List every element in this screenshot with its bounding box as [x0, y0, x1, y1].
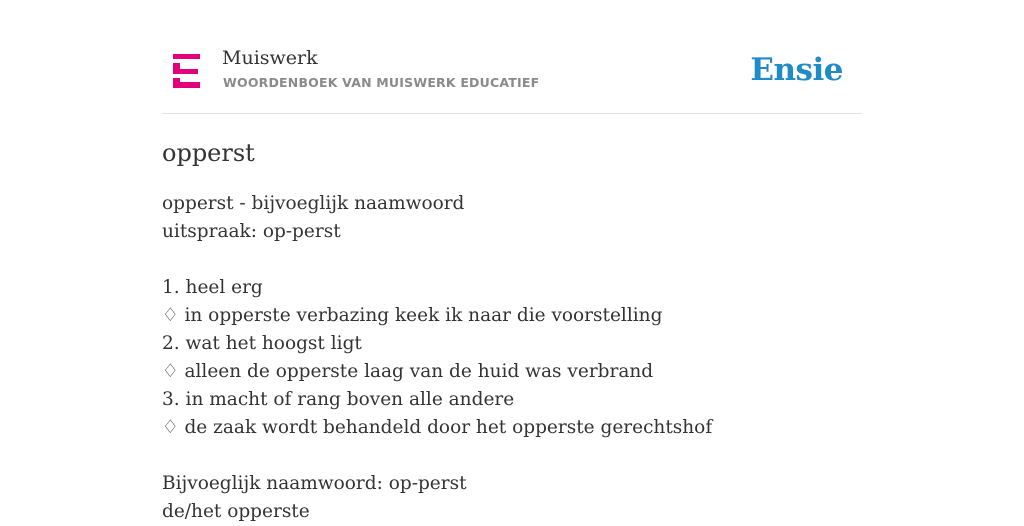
- page: [162, 0, 862, 522]
- site-header: [162, 0, 862, 114]
- entry-title: opperst: [162, 139, 255, 167]
- entry-line: ♢ in opperste verbazing keek ik naar die voorstelling: [162, 305, 663, 326]
- entry-line: 3. in macht of rang boven alle andere: [162, 389, 515, 410]
- ensie-logo[interactable]: Ensie: [750, 52, 843, 88]
- entry-line: ♢ de zaak wordt behandeld door het opperste gerechtshof: [162, 417, 713, 438]
- brand-name[interactable]: Muiswerk: [222, 47, 318, 69]
- entry-body: [162, 190, 712, 526]
- entry-line: [162, 246, 712, 274]
- entry-line: de/het opperste: [162, 501, 310, 522]
- entry-line: 1. heel erg: [162, 277, 263, 298]
- entry-line: opperst - bijvoeglijk naamwoord: [162, 193, 465, 214]
- entry-line: Bijvoeglijk naamwoord: op-perst: [162, 473, 467, 494]
- entry-line: [162, 442, 712, 470]
- entry-line: 2. wat het hoogst ligt: [162, 333, 362, 354]
- brand-subtitle: WOORDENBOEK VAN MUISWERK EDUCATIEF: [223, 75, 540, 90]
- entry-line: ♢ alleen de opperste laag van de huid was verbrand: [162, 361, 654, 382]
- entry-line: uitspraak: op-perst: [162, 221, 341, 242]
- muiswerk-logo-icon[interactable]: [173, 54, 200, 88]
